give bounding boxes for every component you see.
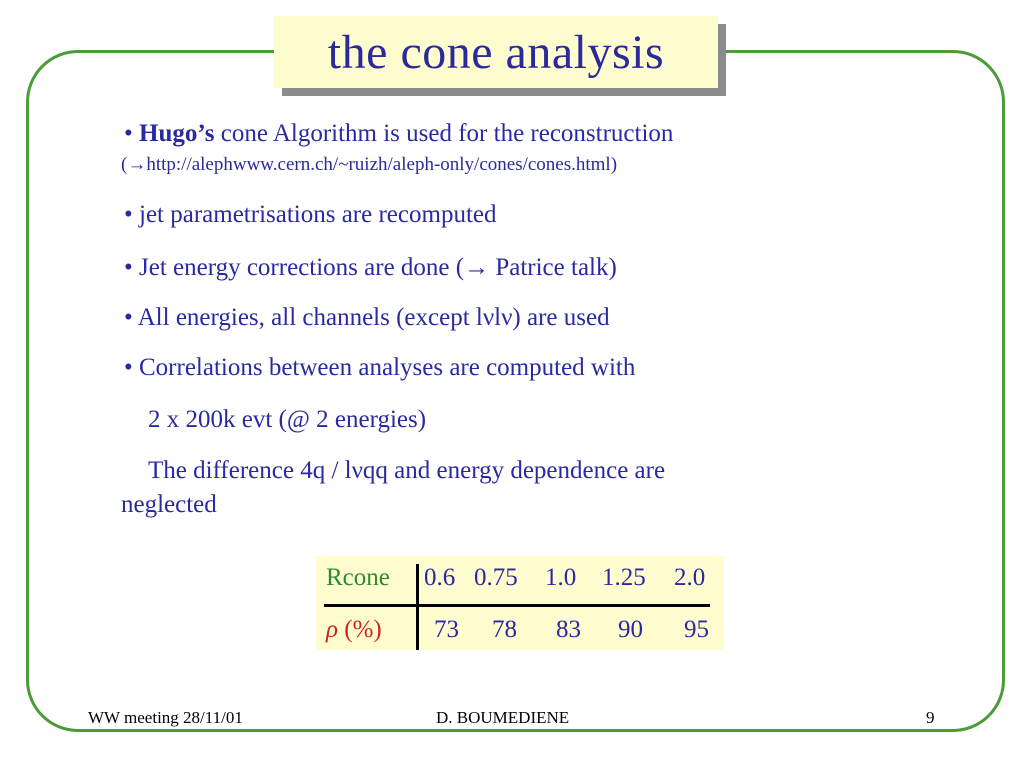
- rho-value: 95: [684, 616, 709, 643]
- bullet-energy-corrections: • Jet energy corrections are done (→ Patrice talk): [124, 254, 617, 281]
- rcone-value: 1.25: [602, 564, 646, 591]
- rho-unit: (%): [338, 616, 382, 643]
- title-box: [274, 16, 718, 88]
- bullet-hugo-text: cone Algorithm is used for the reconstruction: [214, 120, 674, 147]
- sub-neglected: neglected: [121, 491, 217, 518]
- rcone-label: Rcone: [326, 564, 390, 591]
- rho-value: 83: [556, 616, 581, 643]
- footer-meeting: WW meeting 28/11/01: [88, 708, 243, 727]
- rho-label: [326, 616, 382, 644]
- rcone-table: [316, 556, 724, 650]
- slide-title: the cone analysis: [327, 25, 665, 79]
- rcone-value: 2.0: [674, 564, 706, 591]
- bullet-marker: •: [124, 120, 140, 147]
- cones-link[interactable]: (→http://alephwww.cern.ch/~ruizh/aleph-only/cones/cones.html): [121, 154, 618, 175]
- rho-value: 90: [618, 616, 643, 643]
- sub-events: 2 x 200k evt (@ 2 energies): [148, 406, 427, 433]
- bullet-jet-parametrisations: • jet parametrisations are recomputed: [124, 201, 497, 228]
- footer-author: D. BOUMEDIENE: [436, 708, 570, 727]
- rho-value: 78: [492, 616, 517, 643]
- bullet-hugo: [124, 120, 673, 148]
- rho-value: 73: [434, 616, 459, 643]
- sub-difference: The difference 4q / lνqq and energy dependence are: [148, 457, 666, 484]
- table-vertical-rule: [416, 564, 419, 650]
- rho-symbol: ρ: [326, 616, 338, 643]
- bullet-all-energies: • All energies, all channels (except lνlν) are used: [124, 304, 610, 331]
- rcone-value: 1.0: [545, 564, 577, 591]
- rcone-value: 0.75: [474, 564, 518, 591]
- footer-page-number: 9: [926, 708, 935, 727]
- hugo-name: Hugo’s: [139, 120, 215, 147]
- bullet-correlations: • Correlations between analyses are computed with: [124, 354, 636, 381]
- table-horizontal-rule: [324, 604, 710, 607]
- rcone-value: 0.6: [424, 564, 456, 591]
